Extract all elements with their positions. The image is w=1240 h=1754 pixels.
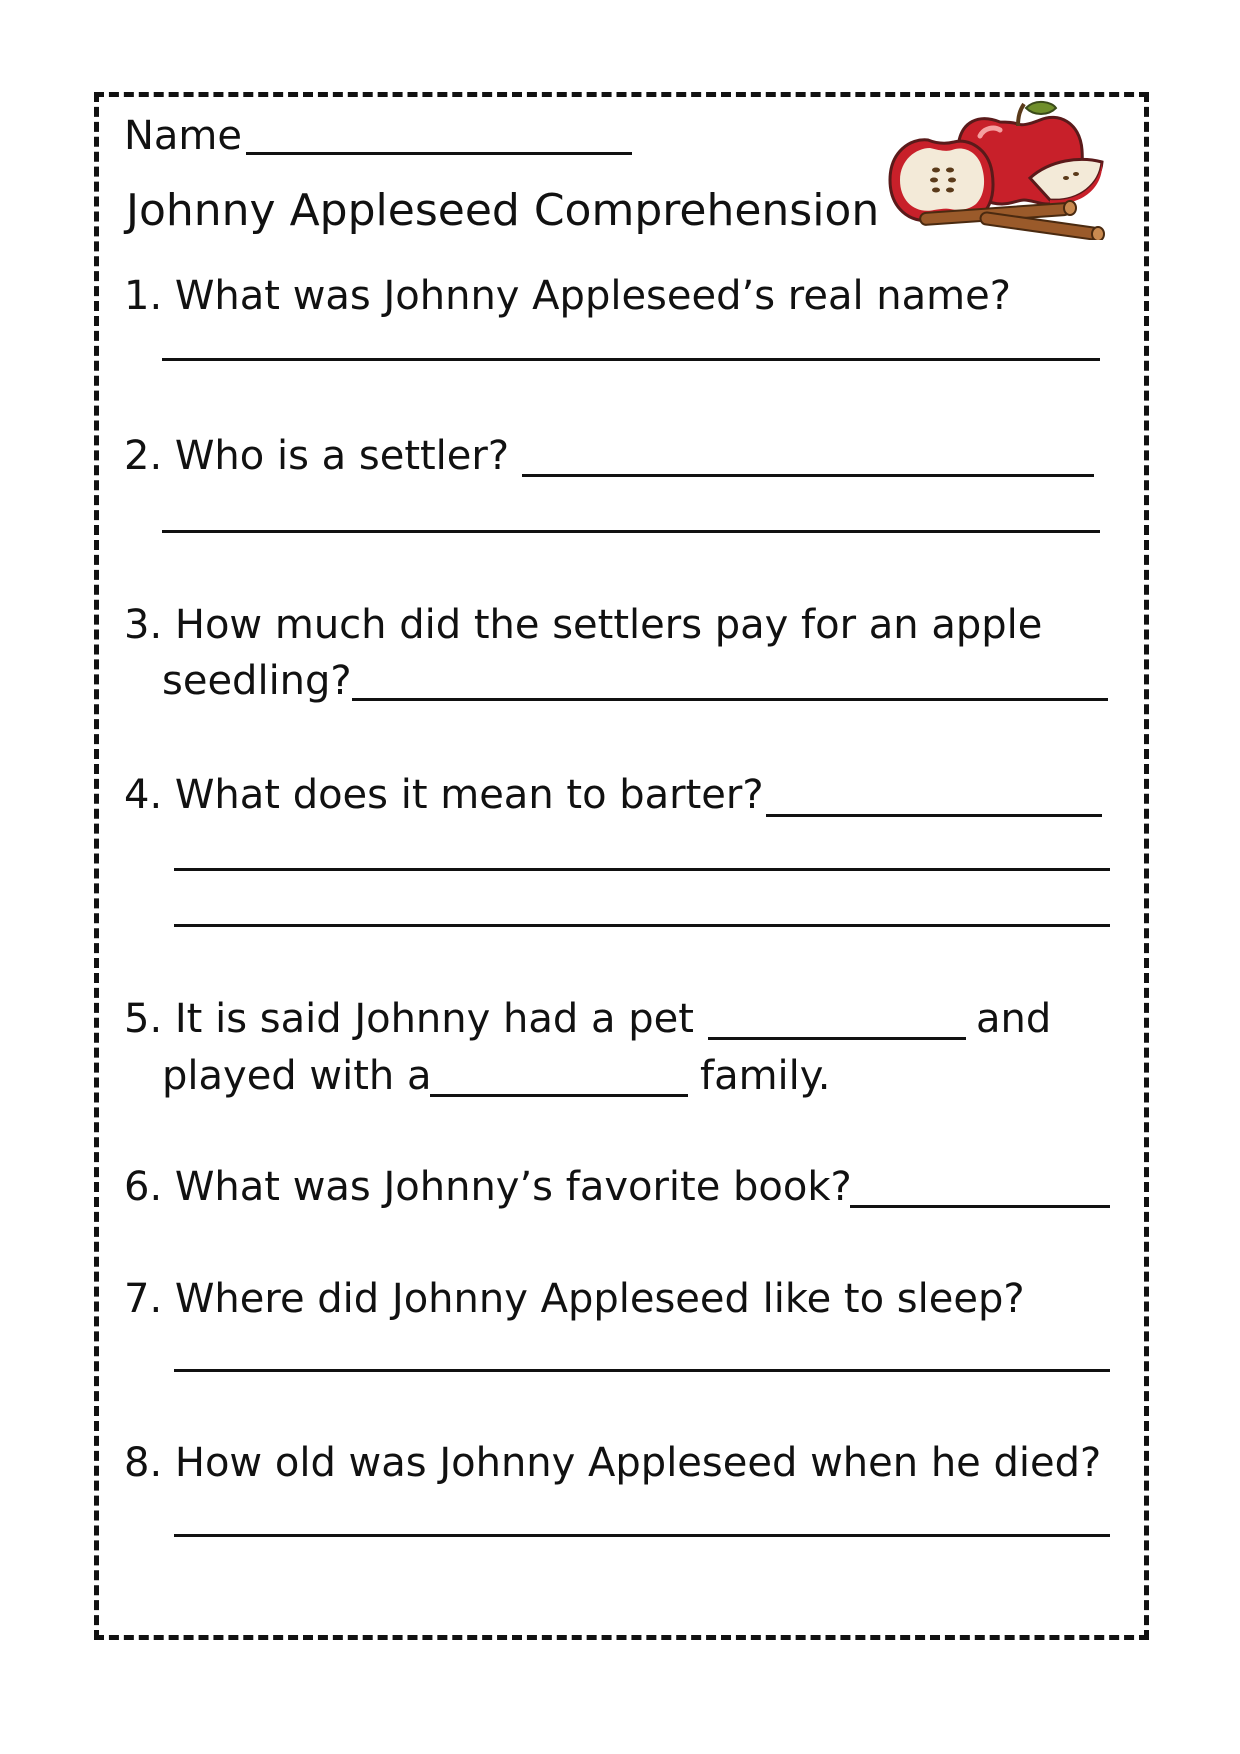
question-8: 8. How old was Johnny Appleseed when he died?: [124, 1440, 1102, 1486]
answer-line-3[interactable]: [352, 698, 1108, 701]
answer-line-6[interactable]: [850, 1205, 1110, 1208]
answer-line-1[interactable]: [162, 358, 1100, 361]
question-5-part1: 5. It is said Johnny had a pet: [124, 996, 694, 1042]
answer-blank-pet[interactable]: [708, 1037, 966, 1040]
answer-line-2a[interactable]: [522, 474, 1094, 477]
name-label: Name: [124, 113, 243, 159]
answer-line-4a[interactable]: [766, 814, 1102, 817]
question-5-part2: and: [976, 996, 1052, 1042]
question-5-part3: played with a: [162, 1053, 432, 1099]
question-7: 7. Where did Johnny Appleseed like to sleep?: [124, 1276, 1025, 1322]
worksheet-title: Johnny Appleseed Comprehension: [126, 185, 880, 236]
answer-line-2b[interactable]: [162, 530, 1100, 533]
answer-line-4c[interactable]: [174, 924, 1110, 927]
answer-line-4b[interactable]: [174, 868, 1110, 871]
question-5-part4: family.: [700, 1053, 831, 1099]
question-3-line1: 3. How much did the settlers pay for an apple: [124, 602, 1043, 648]
name-answer-line[interactable]: [246, 152, 632, 155]
answer-blank-family[interactable]: [430, 1094, 688, 1097]
question-2: 2. Who is a settler?: [124, 433, 510, 479]
question-1: 1. What was Johnny Appleseed’s real name?: [124, 273, 1011, 319]
apple-cinnamon-icon: [880, 100, 1112, 240]
answer-line-8[interactable]: [174, 1534, 1110, 1537]
answer-line-7[interactable]: [174, 1369, 1110, 1372]
question-6: 6. What was Johnny’s favorite book?: [124, 1164, 852, 1210]
question-3-line2: seedling?: [162, 658, 352, 704]
question-4: 4. What does it mean to barter?: [124, 772, 764, 818]
worksheet-border: [94, 92, 1149, 1640]
